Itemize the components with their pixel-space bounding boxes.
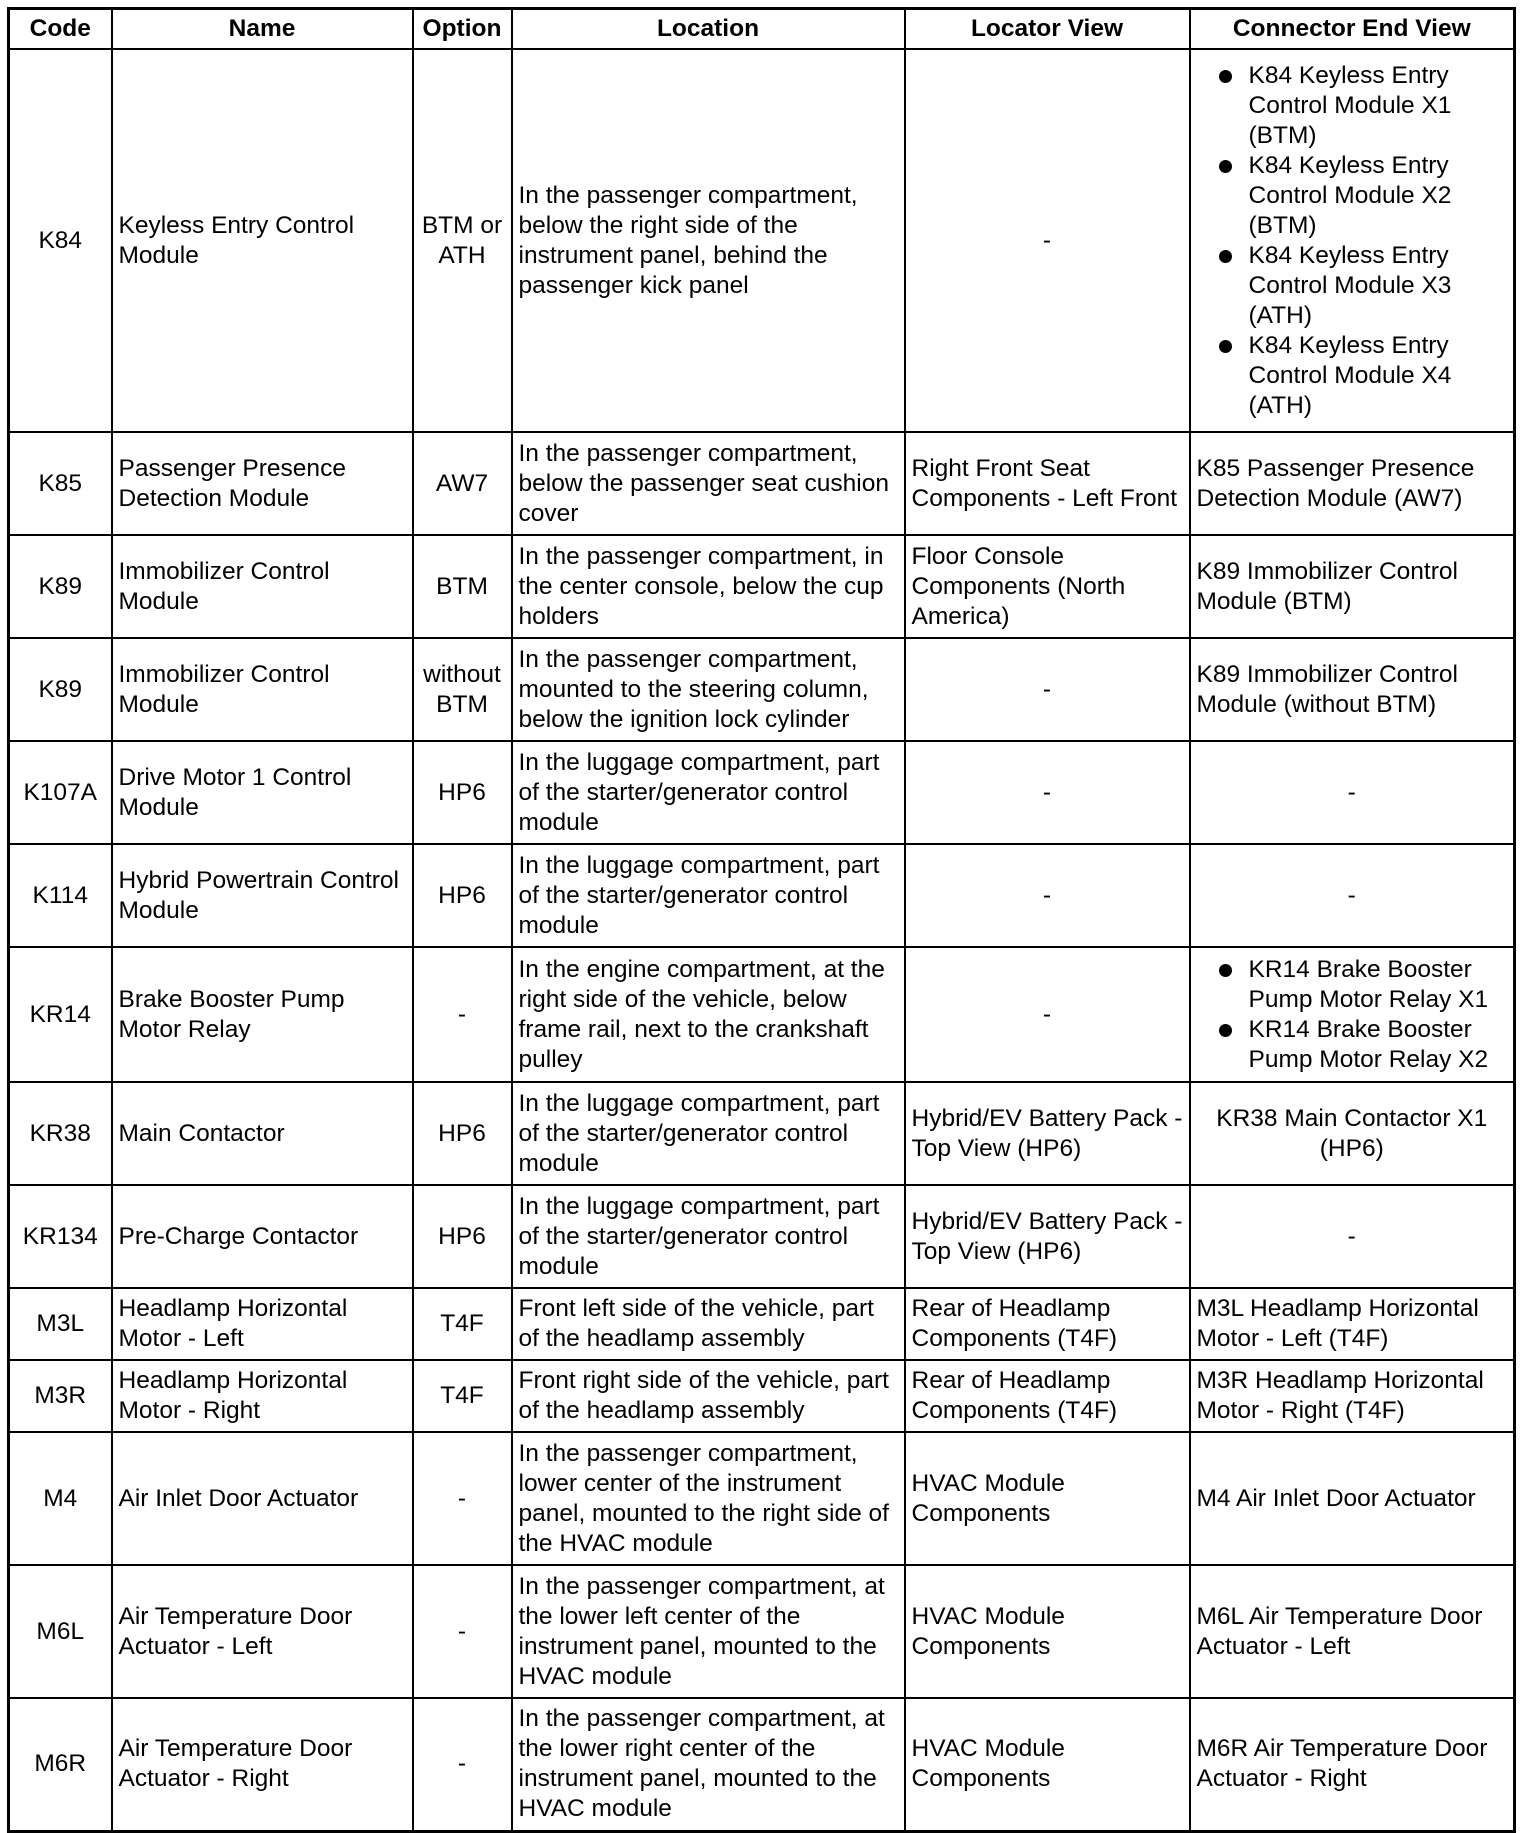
cell-location: In the passenger compartment, lower center of the instrument panel, mounted to the right side of the HVAC module xyxy=(512,1432,905,1565)
cell-connector-end-view[interactable]: M6L Air Temperature Door Actuator - Left xyxy=(1190,1565,1515,1698)
cell-name: Main Contactor xyxy=(112,1082,413,1185)
cell-code: M3L xyxy=(9,1288,112,1360)
cell-location: In the passenger compartment, in the center console, below the cup holders xyxy=(512,535,905,638)
cell-locator-view[interactable]: Hybrid/EV Battery Pack - Top View (HP6) xyxy=(905,1082,1190,1185)
cell-option: - xyxy=(413,1698,512,1831)
list-item xyxy=(1213,151,1508,241)
cell-name: Brake Booster Pump Motor Relay xyxy=(112,947,413,1082)
cell-location: In the luggage compartment, part of the starter/generator control module xyxy=(512,1082,905,1185)
list-item xyxy=(1213,955,1508,1015)
cell-locator-view[interactable]: Floor Console Components (North America) xyxy=(905,535,1190,638)
cell-code: M6R xyxy=(9,1698,112,1831)
table-row xyxy=(9,1288,1515,1360)
bullet-icon xyxy=(1219,70,1232,83)
cell-code: K89 xyxy=(9,535,112,638)
cell-code: K85 xyxy=(9,432,112,535)
list-item xyxy=(1213,1015,1508,1075)
table-row xyxy=(9,49,1515,432)
connector-link[interactable]: K84 Keyless Entry Control Module X4 (ATH) xyxy=(1248,331,1452,419)
cell-name: Keyless Entry Control Module xyxy=(112,49,413,432)
table-row xyxy=(9,1432,1515,1565)
cell-option: without BTM xyxy=(413,638,512,741)
header-option: Option xyxy=(413,9,512,50)
bullet-icon xyxy=(1219,1024,1232,1037)
cell-locator-view[interactable]: HVAC Module Components xyxy=(905,1698,1190,1831)
bullet-icon xyxy=(1219,250,1232,263)
cell-name: Immobilizer Control Module xyxy=(112,535,413,638)
cell-code: K107A xyxy=(9,741,112,844)
table-row xyxy=(9,1360,1515,1432)
table-row xyxy=(9,432,1515,535)
cell-location: In the luggage compartment, part of the starter/generator control module xyxy=(512,844,905,947)
table-row xyxy=(9,741,1515,844)
cell-locator-view[interactable]: HVAC Module Components xyxy=(905,1565,1190,1698)
header-connector-end-view: Connector End View xyxy=(1190,9,1515,50)
cell-location: In the passenger compartment, at the lower left center of the instrument panel, mounted to the HVAC module xyxy=(512,1565,905,1698)
connector-link[interactable]: K84 Keyless Entry Control Module X3 (ATH) xyxy=(1248,241,1452,329)
header-row xyxy=(9,9,1515,50)
table-row xyxy=(9,947,1515,1082)
cell-connector-end-view: - xyxy=(1190,844,1515,947)
connector-link[interactable]: K84 Keyless Entry Control Module X2 (BTM) xyxy=(1248,151,1452,239)
cell-option: T4F xyxy=(413,1360,512,1432)
cell-name: Pre-Charge Contactor xyxy=(112,1185,413,1288)
document-page xyxy=(7,7,1513,1823)
table-row xyxy=(9,1565,1515,1698)
cell-code: KR38 xyxy=(9,1082,112,1185)
bullet-icon xyxy=(1219,160,1232,173)
cell-location: In the engine compartment, at the right side of the vehicle, below frame rail, next to the crankshaft pulley xyxy=(512,947,905,1082)
cell-connector-end-view[interactable]: M4 Air Inlet Door Actuator xyxy=(1190,1432,1515,1565)
table-row xyxy=(9,1082,1515,1185)
cell-locator-view[interactable]: Rear of Headlamp Components (T4F) xyxy=(905,1288,1190,1360)
cell-connector-end-view[interactable]: K85 Passenger Presence Detection Module (AW7) xyxy=(1190,432,1515,535)
list-item xyxy=(1213,61,1508,151)
cell-locator-view: - xyxy=(905,947,1190,1082)
table-row xyxy=(9,1185,1515,1288)
cell-locator-view[interactable]: HVAC Module Components xyxy=(905,1432,1190,1565)
cell-connector-end-view xyxy=(1190,947,1515,1082)
cell-name: Air Inlet Door Actuator xyxy=(112,1432,413,1565)
list-item xyxy=(1213,331,1508,421)
cell-locator-view: - xyxy=(905,741,1190,844)
table-row xyxy=(9,638,1515,741)
cell-location: Front left side of the vehicle, part of the headlamp assembly xyxy=(512,1288,905,1360)
cell-name: Headlamp Horizontal Motor - Right xyxy=(112,1360,413,1432)
cell-connector-end-view[interactable]: M3R Headlamp Horizontal Motor - Right (T4F) xyxy=(1190,1360,1515,1432)
header-code: Code xyxy=(9,9,112,50)
cell-name: Drive Motor 1 Control Module xyxy=(112,741,413,844)
cell-option: HP6 xyxy=(413,1082,512,1185)
cell-code: M6L xyxy=(9,1565,112,1698)
bullet-icon xyxy=(1219,340,1232,353)
cell-connector-end-view[interactable]: M3L Headlamp Horizontal Motor - Left (T4F) xyxy=(1190,1288,1515,1360)
component-locator-table xyxy=(7,7,1516,1833)
cell-option: T4F xyxy=(413,1288,512,1360)
cell-name: Air Temperature Door Actuator - Right xyxy=(112,1698,413,1831)
cell-option: - xyxy=(413,947,512,1082)
cell-connector-end-view[interactable]: K89 Immobilizer Control Module (BTM) xyxy=(1190,535,1515,638)
list-item xyxy=(1213,241,1508,331)
connector-link[interactable]: KR14 Brake Booster Pump Motor Relay X1 xyxy=(1248,955,1489,1013)
cell-locator-view: - xyxy=(905,638,1190,741)
cell-code: K84 xyxy=(9,49,112,432)
cell-option: BTM or ATH xyxy=(413,49,512,432)
connector-list xyxy=(1197,61,1508,421)
connector-link[interactable]: KR14 Brake Booster Pump Motor Relay X2 xyxy=(1248,1015,1489,1073)
connector-link[interactable]: K84 Keyless Entry Control Module X1 (BTM) xyxy=(1248,61,1452,149)
cell-connector-end-view xyxy=(1190,49,1515,432)
cell-location: In the passenger compartment, below the passenger seat cushion cover xyxy=(512,432,905,535)
header-location: Location xyxy=(512,9,905,50)
bullet-icon xyxy=(1219,964,1232,977)
cell-name: Passenger Presence Detection Module xyxy=(112,432,413,535)
cell-code: KR134 xyxy=(9,1185,112,1288)
cell-connector-end-view[interactable]: M6R Air Temperature Door Actuator - Right xyxy=(1190,1698,1515,1831)
cell-name: Headlamp Horizontal Motor - Left xyxy=(112,1288,413,1360)
cell-connector-end-view: - xyxy=(1190,1185,1515,1288)
cell-locator-view: - xyxy=(905,844,1190,947)
cell-location: In the luggage compartment, part of the starter/generator control module xyxy=(512,741,905,844)
cell-connector-end-view[interactable]: KR38 Main Contactor X1 (HP6) xyxy=(1190,1082,1515,1185)
table-row xyxy=(9,1698,1515,1831)
header-name: Name xyxy=(112,9,413,50)
cell-location: In the passenger compartment, at the lower right center of the instrument panel, mounted to the HVAC module xyxy=(512,1698,905,1831)
connector-list xyxy=(1197,955,1508,1075)
cell-code: M4 xyxy=(9,1432,112,1565)
cell-code: K89 xyxy=(9,638,112,741)
cell-location: In the passenger compartment, below the right side of the instrument panel, behind the passenger kick panel xyxy=(512,49,905,432)
cell-option: AW7 xyxy=(413,432,512,535)
cell-option: BTM xyxy=(413,535,512,638)
cell-location: In the luggage compartment, part of the starter/generator control module xyxy=(512,1185,905,1288)
cell-name: Immobilizer Control Module xyxy=(112,638,413,741)
cell-locator-view[interactable]: Right Front Seat Components - Left Front xyxy=(905,432,1190,535)
cell-code: K114 xyxy=(9,844,112,947)
header-locator-view: Locator View xyxy=(905,9,1190,50)
cell-connector-end-view[interactable]: K89 Immobilizer Control Module (without BTM) xyxy=(1190,638,1515,741)
cell-locator-view: - xyxy=(905,49,1190,432)
cell-location: Front right side of the vehicle, part of the headlamp assembly xyxy=(512,1360,905,1432)
cell-option: HP6 xyxy=(413,741,512,844)
table-row xyxy=(9,535,1515,638)
cell-locator-view[interactable]: Hybrid/EV Battery Pack - Top View (HP6) xyxy=(905,1185,1190,1288)
table-row xyxy=(9,844,1515,947)
cell-option: - xyxy=(413,1432,512,1565)
cell-name: Air Temperature Door Actuator - Left xyxy=(112,1565,413,1698)
cell-option: HP6 xyxy=(413,844,512,947)
cell-code: M3R xyxy=(9,1360,112,1432)
cell-option: HP6 xyxy=(413,1185,512,1288)
cell-name: Hybrid Powertrain Control Module xyxy=(112,844,413,947)
cell-code: KR14 xyxy=(9,947,112,1082)
cell-option: - xyxy=(413,1565,512,1698)
cell-locator-view[interactable]: Rear of Headlamp Components (T4F) xyxy=(905,1360,1190,1432)
cell-connector-end-view: - xyxy=(1190,741,1515,844)
cell-location: In the passenger compartment, mounted to the steering column, below the ignition lock cylinder xyxy=(512,638,905,741)
